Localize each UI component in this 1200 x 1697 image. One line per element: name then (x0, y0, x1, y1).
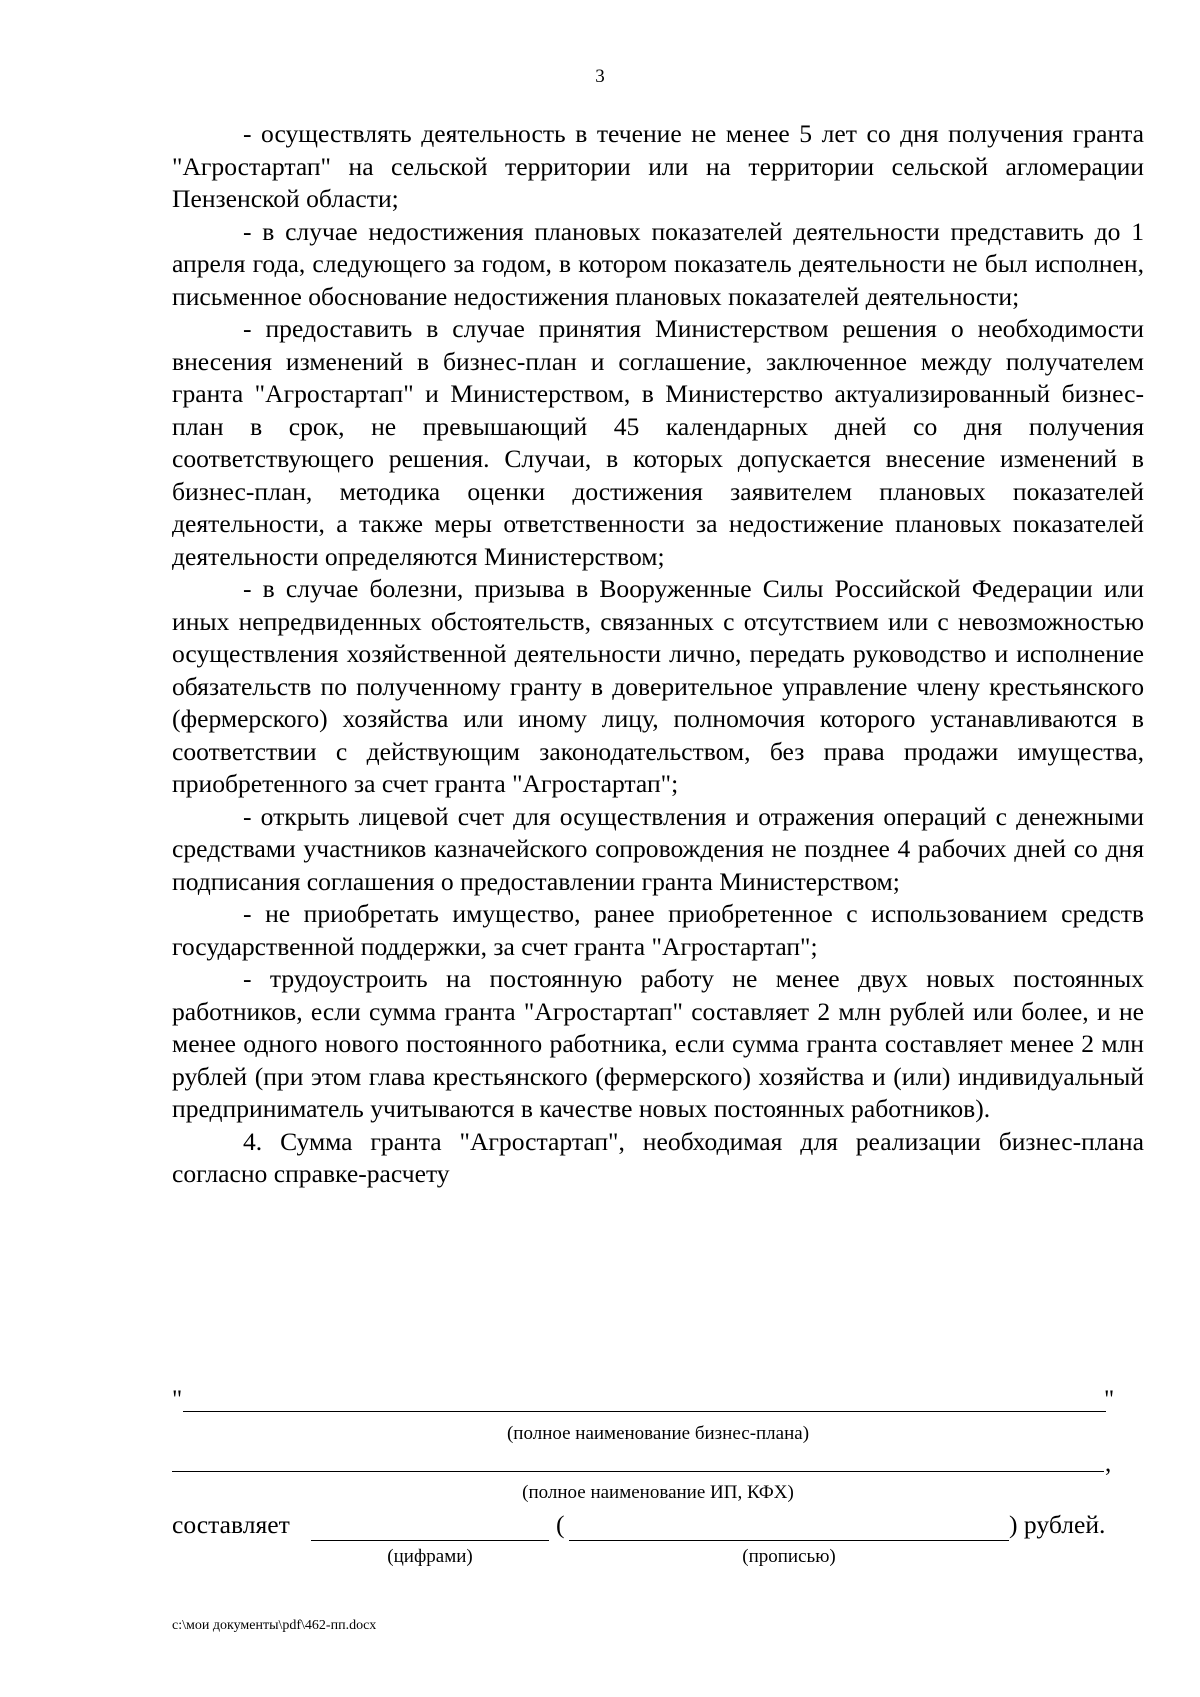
sum-words-line[interactable] (569, 1540, 1009, 1541)
footer-file-path: c:\мои документы\pdf\462-пп.docx (172, 1618, 377, 1633)
caption-words: (прописью) (742, 1546, 836, 1567)
open-quote: " (172, 1386, 183, 1413)
document-body (172, 118, 1144, 1191)
paragraph-plan-shortfall: - в случае недостижения плановых показателей деятельности представить до 1 апреля года, следующего за годом, в котором показатель деятельности не был исполнен, письменное обоснование недостижения плановых показателей деятельности; (172, 216, 1144, 311)
paren-open: ( (556, 1510, 565, 1539)
paragraph-trust-management: - в случае болезни, призыва в Вооруженные Силы Российской Федерации или иных непредвиденных обстоятельств, связанных с отсутствием или с невозможностью осуществления хозяйственной деятельности лично, передать руководство и исполнение обязательств по полученному гранту в доверительное управление члену крестьянского (фермерского) хозяйства или иному лицу, полномочия которого устанавливаются в соответствии с действующим законодательством, без права продажи имущества, приобретенного за счет гранта "Агростартап"; (172, 574, 1144, 798)
close-quote: " (1104, 1386, 1115, 1413)
sum-label: составляет (172, 1510, 290, 1539)
caption-entity: (полное наименование ИП, КФХ) (522, 1482, 794, 1503)
entity-line-comma: , (1105, 1450, 1112, 1477)
paragraph-business-plan-update: - предоставить в случае принятия Министерством решения о необходимости внесения изменений в бизнес-план и соглашение, заключенное между получателем гранта "Агростартап" и Министерством, в Министерство актуализированный бизнес-план в срок, не превышающий 45 календарных дней со дня получения соответствующего решения. Случаи, в которых допускается внесение изменений в бизнес-план, методика оценки достижения заявителем плановых показателей деятельности, а также меры ответственности за недостижение плановых показателей деятельности определяются Министерством; (172, 314, 1144, 571)
caption-digits: (цифрами) (387, 1546, 473, 1567)
paragraph-grant-amount: 4. Сумма гранта "Агростартап", необходимая для реализации бизнес-плана согласно справке-расчету (172, 1126, 1144, 1188)
sum-digits-line[interactable] (311, 1540, 549, 1541)
business-plan-name-line[interactable] (183, 1411, 1106, 1412)
entity-name-line[interactable] (172, 1471, 1104, 1472)
paragraph-personal-account: - открыть лицевой счет для осуществления и отражения операций с денежными средствами участников казначейского сопровождения не позднее 4 рабочих дней со дня подписания соглашения о предоставлении гранта Министерством; (172, 801, 1144, 896)
page-number: 3 (595, 66, 605, 87)
paragraph-property-restriction: - не приобретать имущество, ранее приобретенное с использованием средств государственной поддержки, за счет гранта "Агростартап"; (172, 899, 1144, 961)
caption-business-plan: (полное наименование бизнес-плана) (506, 1423, 810, 1444)
paragraph-activity-term: - осуществлять деятельность в течение не менее 5 лет со дня получения гранта "Агростартап" на сельской территории или на территории сельской агломерации Пензенской области; (172, 119, 1144, 213)
paragraph-employment: - трудоустроить на постоянную работу не менее двух новых постоянных работников, если сумма гранта "Агростартап" составляет 2 млн рублей или более, и не менее одного нового постоянного работника, если сумма гранта составляет менее 2 млн рублей (при этом глава крестьянского (фермерского) хозяйства и (или) индивидуальный предприниматель учитываются в качестве новых постоянных работников). (172, 964, 1144, 1123)
sum-tail: ) рублей. (1009, 1510, 1106, 1539)
